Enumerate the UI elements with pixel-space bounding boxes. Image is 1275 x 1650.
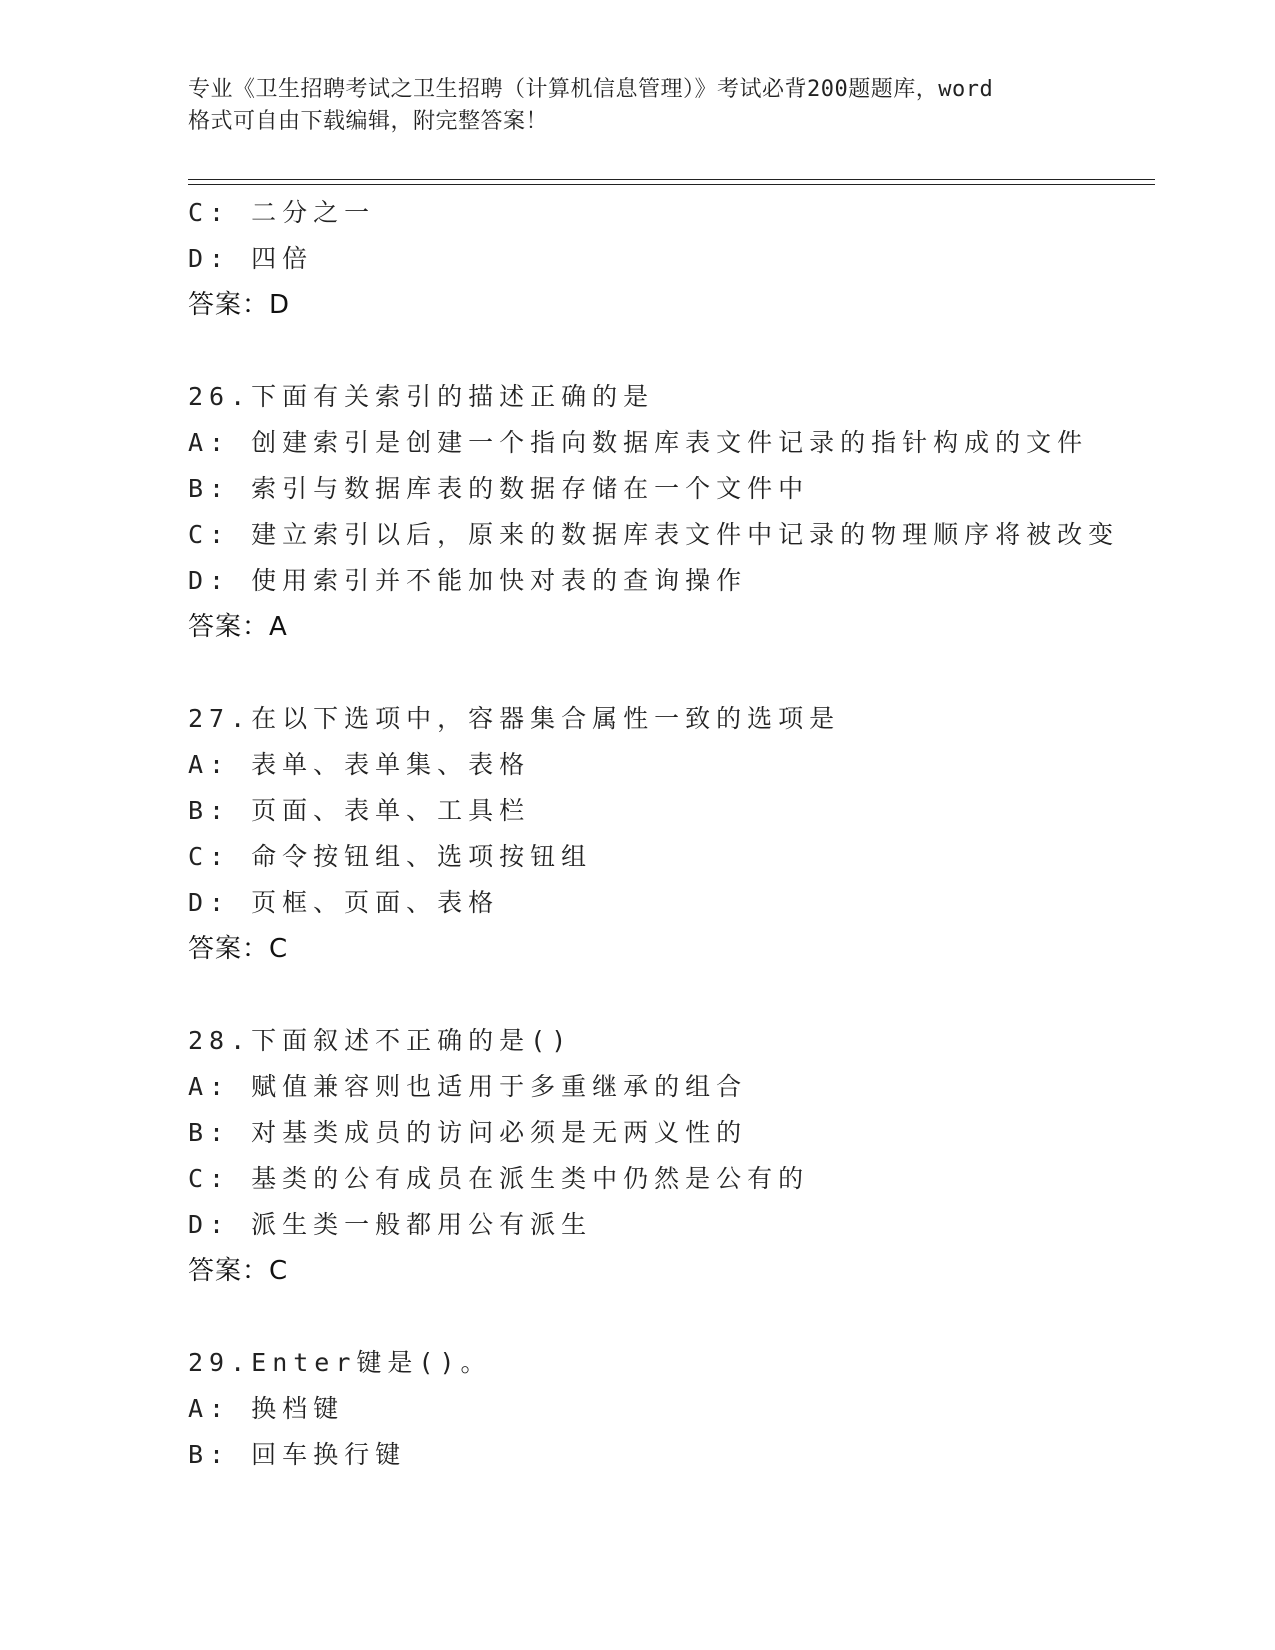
option-c: C: 二分之一 (188, 198, 376, 227)
question-26 (188, 374, 1148, 650)
option-b: B: 回车换行键 (188, 1440, 407, 1469)
answer-label: 答案：C (188, 1256, 289, 1286)
option-a: A: 换档键 (188, 1394, 345, 1423)
question-27 (188, 696, 1148, 972)
option-a: A: 赋值兼容则也适用于多重继承的组合 (188, 1072, 748, 1101)
option-d: D: 使用索引并不能加快对表的查询操作 (188, 566, 748, 595)
header-line-1: 专业《卫生招聘考试之卫生招聘（计算机信息管理）》考试必背200题题库，word (188, 77, 994, 102)
document-header (188, 74, 1088, 138)
spacer (188, 650, 1148, 696)
question-28 (188, 1018, 1148, 1294)
spacer (188, 328, 1148, 374)
option-d: D: 页框、页面、表格 (188, 888, 500, 917)
header-rule-top (188, 179, 1155, 180)
question-text: 28.下面叙述不正确的是() (188, 1026, 573, 1055)
option-c: C: 建立索引以后，原来的数据库表文件中记录的物理顺序将被改变 (188, 520, 1120, 549)
spacer (188, 972, 1148, 1018)
option-c: C: 命令按钮组、选项按钮组 (188, 842, 593, 871)
question-text: 27.在以下选项中，容器集合属性一致的选项是 (188, 704, 841, 733)
answer-label: 答案：A (188, 612, 288, 642)
option-b: B: 对基类成员的访问必须是无两义性的 (188, 1118, 748, 1147)
option-c: C: 基类的公有成员在派生类中仍然是公有的 (188, 1164, 810, 1193)
option-b: B: 索引与数据库表的数据存储在一个文件中 (188, 474, 810, 503)
question-text: 29.Enter键是()。 (188, 1348, 492, 1377)
option-a: A: 表单、表单集、表格 (188, 750, 531, 779)
option-b: B: 页面、表单、工具栏 (188, 796, 531, 825)
header-rule-bottom (188, 184, 1155, 185)
question-list (188, 190, 1148, 1478)
option-d: D: 派生类一般都用公有派生 (188, 1210, 593, 1239)
answer-label: 答案：D (188, 290, 291, 320)
option-a: A: 创建索引是创建一个指向数据库表文件记录的指针构成的文件 (188, 428, 1089, 457)
option-d: D: 四倍 (188, 244, 314, 273)
question-29 (188, 1340, 1148, 1478)
spacer (188, 1294, 1148, 1340)
question-25-tail (188, 190, 1148, 328)
question-text: 26.下面有关索引的描述正确的是 (188, 382, 655, 411)
header-line-2: 格式可自由下载编辑，附完整答案！ (188, 109, 549, 134)
answer-label: 答案：C (188, 934, 289, 964)
